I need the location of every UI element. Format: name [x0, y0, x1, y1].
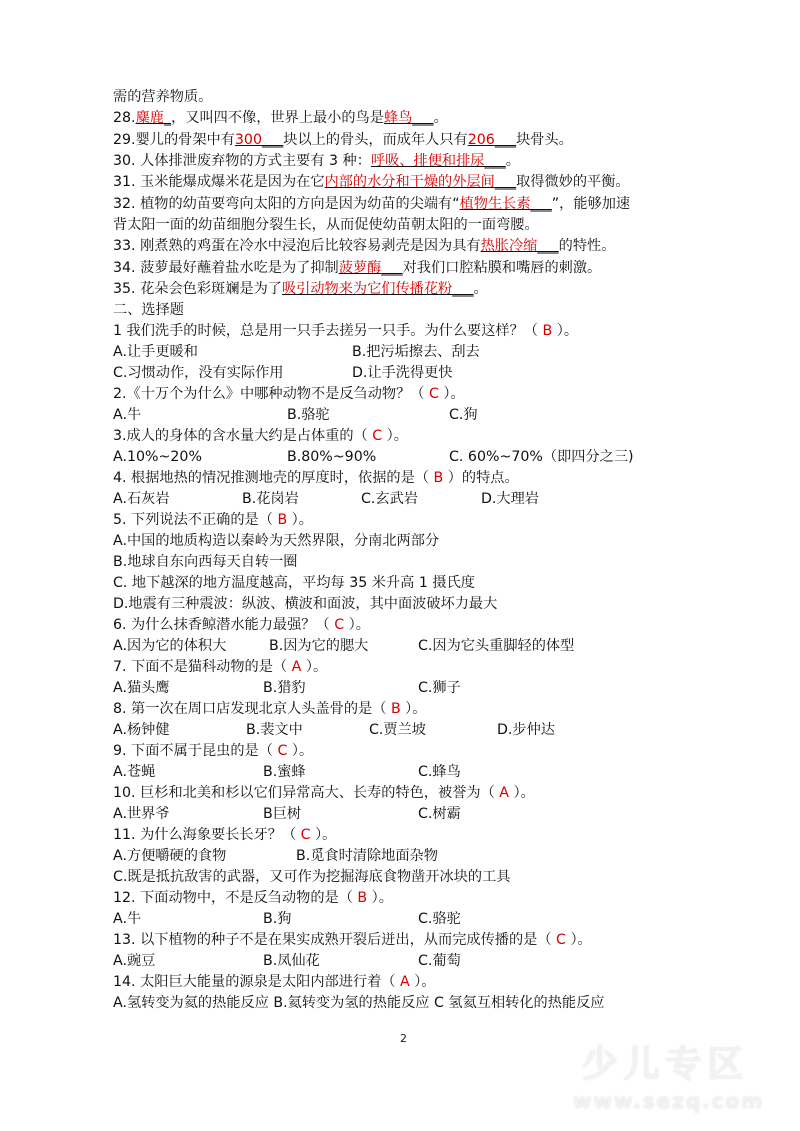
text-span: 5. 下列说法不正确的是（ — [113, 512, 278, 528]
text-line — [113, 489, 170, 509]
text-span: 7. 下面不是猫科动物的是（ — [113, 659, 292, 675]
text-span: A.杨钟健 — [113, 722, 170, 738]
text-span: C. 60%~70%（即四分之三) — [449, 449, 634, 465]
page-number: 2 — [400, 1032, 407, 1045]
text-line — [418, 636, 574, 656]
text-span: A.中国的地质构造以秦岭为天然界限，分南北两部分 — [113, 533, 440, 549]
answer-text: 热胀冷缩 — [480, 238, 538, 254]
text-line — [113, 300, 184, 320]
text-line — [296, 846, 438, 866]
text-line — [113, 405, 141, 425]
text-span: ___ — [381, 260, 403, 276]
text-line — [113, 426, 408, 446]
text-line — [113, 384, 465, 404]
text-span: ___ — [412, 110, 434, 126]
answer-text: B — [277, 512, 288, 528]
text-line — [113, 993, 604, 1013]
text-span: A.猫头鹰 — [113, 680, 170, 696]
text-line — [113, 699, 426, 719]
text-line — [481, 489, 539, 509]
text-line — [263, 909, 291, 929]
text-line — [113, 888, 393, 908]
text-line — [263, 678, 306, 698]
answer-text: 300 — [234, 132, 262, 148]
answer-text: C — [300, 827, 311, 843]
text-line — [113, 447, 202, 467]
text-span: 6. 为什么抹香鲸潜水能力最强？（ — [113, 617, 335, 633]
text-span: C.贾兰坡 — [369, 722, 426, 738]
answer-text: C — [429, 386, 439, 402]
answer-text: B — [433, 470, 444, 486]
text-span: C.玄武岩 — [361, 491, 418, 507]
answer-text: A — [399, 974, 410, 990]
text-line — [113, 363, 283, 383]
text-line — [113, 867, 510, 887]
text-span: C.狮子 — [418, 680, 461, 696]
text-span: C.既是抵抗敌害的武器，又可作为挖掘海底食物凿开冰块的工具 — [113, 869, 511, 885]
text-span: ）。 — [367, 890, 393, 906]
text-span: 块以上的骨头，而成年人只有 — [283, 132, 468, 148]
text-line — [418, 951, 461, 971]
answer-text: B — [357, 890, 368, 906]
text-span: B.觅食时清除地面杂物 — [296, 848, 438, 864]
text-line — [113, 741, 313, 761]
text-span: C.习惯动作，没有实际作用 — [113, 365, 284, 381]
text-line — [113, 108, 448, 128]
text-span: D.地震有三种震波：纵波、横波和面波，其中面波破坏力最大 — [113, 596, 498, 612]
text-span: ）。 — [552, 323, 579, 339]
text-span: B.蜜蜂 — [263, 764, 306, 780]
text-span: 背太阳一面的幼苗细胞分裂生长，从而促使幼苗朝太阳的一面弯腰。 — [113, 217, 539, 233]
text-line — [113, 594, 497, 614]
text-span: 需的营养物质。 — [113, 89, 213, 105]
text-line — [287, 405, 330, 425]
answer-text: B — [390, 701, 401, 717]
text-line — [287, 447, 376, 467]
text-span: 28. — [113, 110, 136, 126]
text-line — [418, 678, 461, 698]
text-span: B.花岗岩 — [242, 491, 299, 507]
text-span: 对我们口腔粘膜和嘴唇的刺激。 — [402, 260, 602, 276]
text-span: 。 — [505, 153, 520, 169]
text-span: B.把污垢擦去、刮去 — [352, 344, 480, 360]
text-line — [113, 279, 488, 299]
text-span: 30. 人体排泄废弃物的方式主要有 3 种： — [113, 153, 371, 169]
text-span: C.树霸 — [418, 806, 461, 822]
text-span: ）。 — [565, 932, 592, 948]
watermark-title: 少儿专区 — [581, 1044, 750, 1085]
text-line — [418, 762, 461, 782]
text-span: ）。 — [382, 428, 408, 444]
text-span: D.大理岩 — [481, 491, 539, 507]
text-span: ___ — [484, 153, 506, 169]
text-span: 10. 巨杉和北美和杉以它们异常高大、长寿的特色，被誉为（ — [113, 785, 500, 801]
text-span: ）。 — [344, 617, 370, 633]
text-line — [113, 194, 630, 214]
text-line — [113, 783, 535, 803]
text-line — [449, 447, 634, 467]
text-line — [269, 636, 368, 656]
text-span: ）。 — [438, 386, 465, 402]
text-span: ___ — [261, 132, 284, 148]
text-line — [113, 678, 170, 698]
answer-text: 菠萝酶 — [338, 260, 382, 276]
text-span: A.氢转变为氦的热能反应 B.氦转变为氢的热能反应 C 氢氦互相转化的热能反应 — [113, 995, 605, 1011]
text-span: 9. 下面不属于昆虫的是（ — [113, 743, 278, 759]
text-line — [113, 321, 578, 341]
text-span: ___ — [537, 238, 559, 254]
answer-text: 206 — [467, 132, 495, 148]
answer-text: 植物生长素 — [459, 196, 531, 212]
text-line — [352, 363, 453, 383]
text-span: 3.成人的身体的含水量大约是占体重的（ — [113, 428, 373, 444]
text-line — [113, 468, 519, 488]
text-span: 11. 为什么海象要长长牙？（ — [113, 827, 301, 843]
answer-text: 麋鹿 — [135, 110, 164, 126]
text-span: B.骆驼 — [287, 407, 330, 423]
text-span: _ — [163, 110, 172, 126]
text-span: ___ — [452, 281, 474, 297]
answer-text: A — [499, 785, 509, 801]
text-span: 31. 玉米能爆成爆米花是因为在它 — [113, 174, 325, 190]
text-span: B巨树 — [263, 806, 302, 822]
text-span: 13. 以下植物的种子不是在果实成熟开裂后迸出，从而完成传播的是（ — [113, 932, 557, 948]
text-span: C. 地下越深的地方温度越高，平均每 35 米升高 1 摄氏度 — [113, 575, 475, 591]
text-span: ）。 — [509, 785, 535, 801]
text-line — [369, 720, 426, 740]
text-span: ）。 — [301, 659, 328, 675]
text-line — [113, 930, 592, 950]
text-span: B.狗 — [263, 911, 292, 927]
text-span: ___ — [530, 196, 552, 212]
text-span: 取得微妙的平衡。 — [516, 174, 630, 190]
text-line — [418, 909, 461, 929]
text-line — [113, 342, 198, 362]
text-span: 8. 第一次在周口店发现北京人头盖骨的是（ — [113, 701, 391, 717]
answer-text: C — [334, 617, 345, 633]
text-line — [113, 615, 370, 635]
text-span: C.骆驼 — [418, 911, 461, 927]
text-span: B.裴文中 — [246, 722, 303, 738]
text-span: ）。 — [400, 701, 427, 717]
text-span: A.牛 — [113, 911, 142, 927]
text-span: A.豌豆 — [113, 953, 156, 969]
text-span: B.因为它的腮大 — [269, 638, 369, 654]
text-line — [263, 951, 320, 971]
text-span: 4. 根据地热的情况推测地壳的厚度时，依据的是（ — [113, 470, 434, 486]
text-span: 33. 刚煮熟的鸡蛋在冷水中浸泡后比较容易剥壳是因为具有 — [113, 238, 481, 254]
text-line — [263, 804, 301, 824]
text-span: 29.婴儿的骨架中有 — [113, 132, 235, 148]
watermark-url: www.sezq.com — [573, 1089, 765, 1113]
text-span: A.让手更暖和 — [113, 344, 198, 360]
text-span: 35. 花朵会色彩斑斓是为了 — [113, 281, 282, 297]
text-span: B.猎豹 — [263, 680, 306, 696]
text-line — [418, 804, 461, 824]
text-span: ___ — [494, 174, 517, 190]
text-span: C.狗 — [449, 407, 478, 423]
text-span: A.10%~20% — [113, 449, 202, 465]
text-line — [113, 172, 630, 192]
text-span: B.80%~90% — [287, 449, 377, 465]
text-span: 块骨头。 — [516, 132, 573, 148]
text-span: 14. 太阳巨大能量的源泉是太阳内部进行着（ — [113, 974, 400, 990]
answer-text: 吸引动物来为它们传播花粉 — [281, 281, 453, 297]
text-span: C.蜂鸟 — [418, 764, 461, 780]
text-line — [449, 405, 478, 425]
text-span: ___ — [494, 132, 517, 148]
answer-text: 内部的水分和干燥的外层间 — [324, 174, 495, 190]
text-span: 。 — [473, 281, 488, 297]
answer-text: C — [556, 932, 566, 948]
text-span: ）的特点。 — [443, 470, 519, 486]
text-span: ）。 — [287, 512, 313, 528]
text-line — [113, 573, 475, 593]
text-line — [113, 531, 439, 551]
text-line — [113, 657, 327, 677]
answer-text: C — [277, 743, 288, 759]
text-line — [113, 825, 336, 845]
text-line — [113, 215, 539, 235]
watermark-logo — [573, 1036, 765, 1113]
text-span: ，又叫四不像，世界上最小的鸟是 — [171, 110, 384, 126]
text-line — [263, 762, 306, 782]
answer-text: 呼吸、排便和排尿 — [370, 153, 485, 169]
text-span: C.葡萄 — [418, 953, 461, 969]
text-span: A.苍蝇 — [113, 764, 156, 780]
text-line — [113, 87, 212, 107]
answer-text: A — [291, 659, 302, 675]
text-span: A.牛 — [113, 407, 142, 423]
text-span: ）。 — [409, 974, 436, 990]
text-line — [113, 130, 573, 150]
text-span: 12. 下面动物中，不是反刍动物的是（ — [113, 890, 358, 906]
text-line — [113, 636, 226, 656]
text-line — [113, 951, 155, 971]
text-line — [246, 720, 303, 740]
text-line — [113, 510, 313, 530]
answer-text: 蜂鸟 — [383, 110, 413, 126]
text-span: 二、选择题 — [113, 302, 184, 318]
text-line — [497, 720, 555, 740]
text-span: 。 — [433, 110, 448, 126]
text-span: B.地球自东向西每天自转一圈 — [113, 554, 298, 570]
text-span: 32. 植物的幼苗要弯向太阳的方向是因为幼苗的尖端有“ — [113, 196, 460, 212]
text-line — [113, 552, 298, 572]
text-span: A.世界爷 — [113, 806, 170, 822]
text-span: C.因为它头重脚轻的体型 — [418, 638, 575, 654]
text-span: ”，能够加速 — [551, 196, 631, 212]
text-line — [113, 909, 141, 929]
text-span: A.方便嚼硬的食物 — [113, 848, 227, 864]
text-span: A.石灰岩 — [113, 491, 170, 507]
text-span: 的特性。 — [558, 238, 616, 254]
text-line — [113, 151, 520, 171]
text-line — [113, 804, 170, 824]
text-span: 2.《十万个为什么》中哪种动物不是反刍动物？（ — [113, 386, 429, 402]
text-line — [113, 762, 155, 782]
answer-text: C — [372, 428, 383, 444]
text-line — [113, 720, 170, 740]
text-span: B.凤仙花 — [263, 953, 320, 969]
text-line — [113, 846, 226, 866]
text-line — [242, 489, 299, 509]
answer-text: B — [542, 323, 553, 339]
text-span: A.因为它的体积大 — [113, 638, 227, 654]
text-line — [113, 258, 601, 278]
text-span: ）。 — [310, 827, 337, 843]
text-line — [361, 489, 418, 509]
text-span: 1 我们洗手的时候，总是用一只手去搓另一只手。为什么要这样？（ — [113, 323, 543, 339]
text-line — [113, 972, 435, 992]
text-span: 34. 菠萝最好蘸着盐水吃是为了抑制 — [113, 260, 339, 276]
text-line — [113, 236, 615, 256]
text-span: ）。 — [287, 743, 314, 759]
text-span: D.步仲达 — [497, 722, 555, 738]
text-line — [352, 342, 480, 362]
text-span: D.让手洗得更快 — [352, 365, 453, 381]
